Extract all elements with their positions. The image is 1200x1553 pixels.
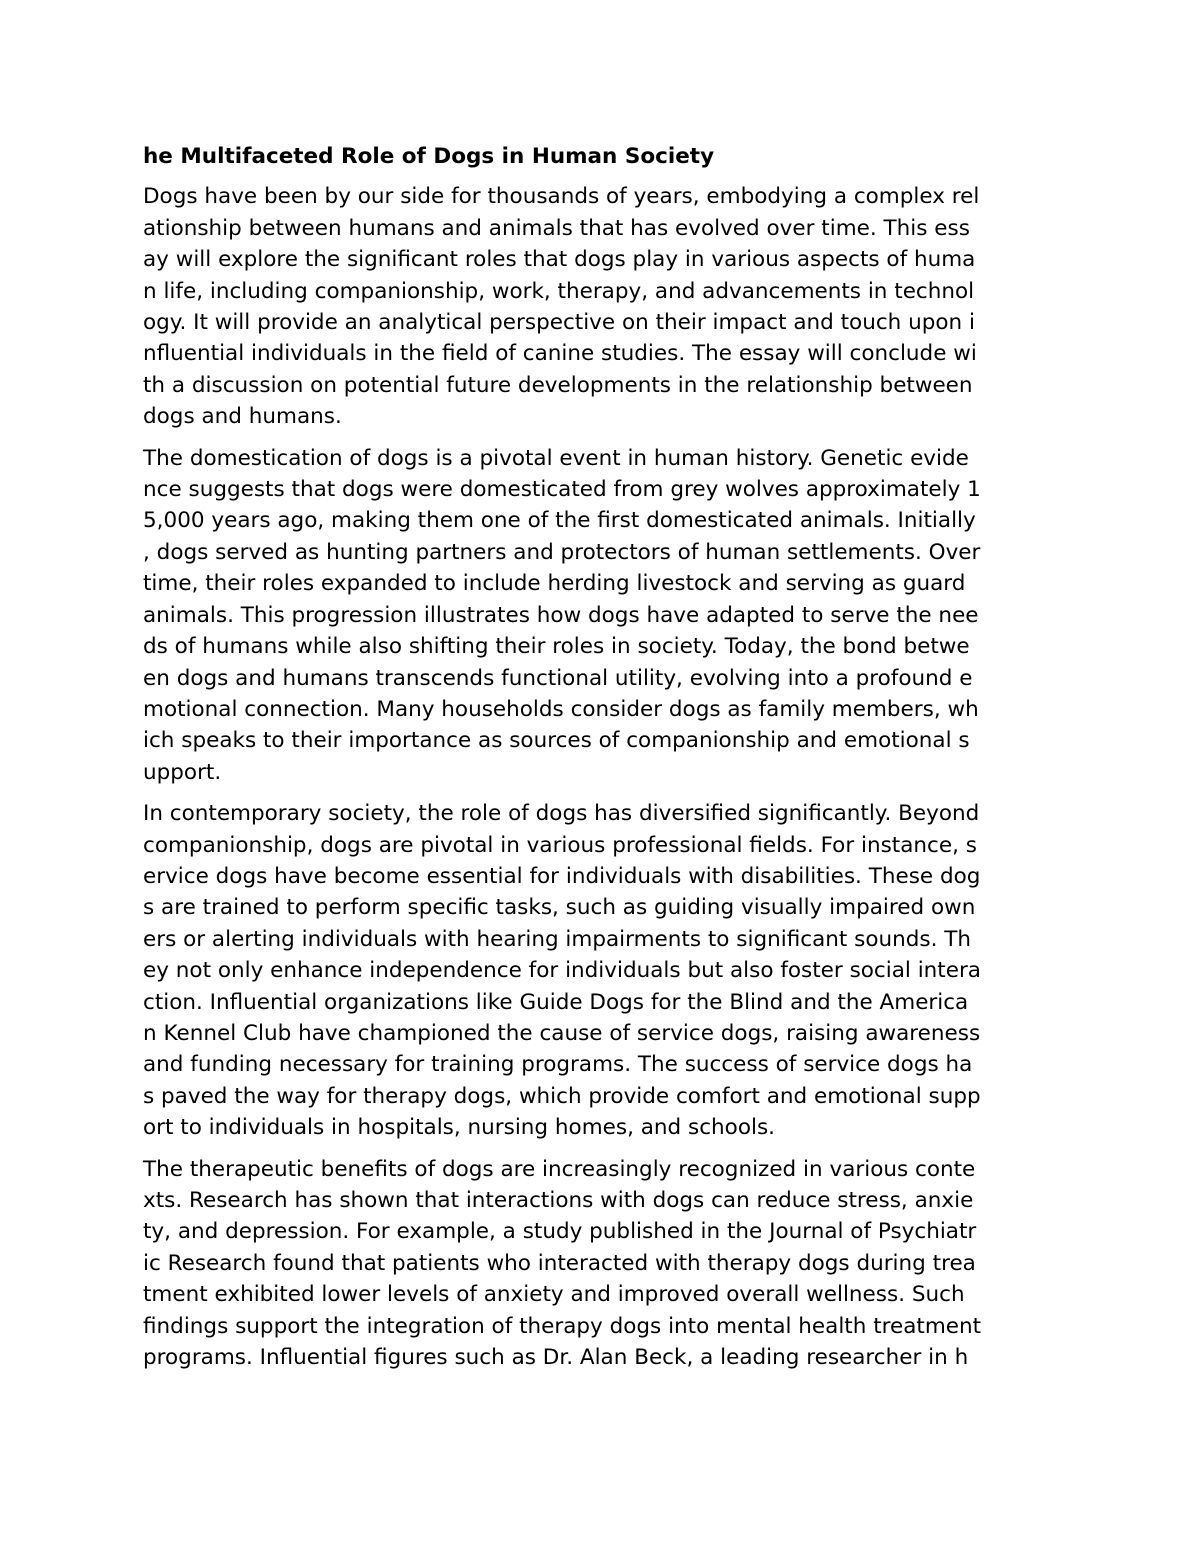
text-line: dogs and humans. bbox=[143, 404, 342, 430]
text-line: en dogs and humans transcends functional utility, evolving into a profound e bbox=[143, 665, 973, 691]
paragraph bbox=[143, 798, 1073, 1143]
text-line: ey not only enhance independence for individuals but also foster social intera bbox=[143, 958, 981, 984]
text-line: xts. Research has shown that interactions with dogs can reduce stress, anxie bbox=[143, 1188, 974, 1213]
text-line: ty, and depression. For example, a study published in the Journal of Psychiatr bbox=[143, 1219, 977, 1245]
text-line: s are trained to perform specific tasks, such as guiding visually impaired own bbox=[143, 895, 976, 921]
paragraph bbox=[143, 1154, 1073, 1374]
text-line: ogy. It will provide an analytical perspective on their impact and touch upon i bbox=[143, 310, 975, 336]
paragraph bbox=[143, 443, 1073, 788]
text-line: time, their roles expanded to include herding livestock and serving as guard bbox=[143, 571, 966, 597]
text-line: ervice dogs have become essential for individuals with disabilities. These dog bbox=[143, 863, 981, 889]
text-line: s paved the way for therapy dogs, which provide comfort and emotional supp bbox=[143, 1083, 981, 1109]
text-line: upport. bbox=[143, 759, 222, 785]
text-line: 5,000 years ago, making them one of the first domesticated animals. Initially bbox=[143, 508, 976, 534]
document-title: he Multifaceted Role of Dogs in Human Society bbox=[143, 144, 715, 169]
text-line: ic Research found that patients who interacted with therapy dogs during trea bbox=[143, 1250, 976, 1276]
text-line: In contemporary society, the role of dogs has diversified significantly. Beyond bbox=[143, 801, 980, 827]
text-line: tment exhibited lower levels of anxiety and improved overall wellness. Such bbox=[143, 1282, 965, 1308]
document-body bbox=[143, 141, 1073, 1383]
text-line: companionship, dogs are pivotal in various professional fields. For instance, s bbox=[143, 832, 977, 858]
text-line: n life, including companionship, work, therapy, and advancements in technol bbox=[143, 278, 975, 304]
text-line: ers or alerting individuals with hearing impairments to significant sounds. Th bbox=[143, 926, 972, 952]
text-line: motional connection. Many households consider dogs as family members, wh bbox=[143, 696, 979, 722]
text-line: , dogs served as hunting partners and protectors of human settlements. Over bbox=[143, 539, 981, 565]
paragraph bbox=[143, 181, 1073, 432]
text-line: nfluential individuals in the field of canine studies. The essay will conclude wi bbox=[143, 341, 977, 367]
text-line: nce suggests that dogs were domesticated from grey wolves approximately 1 bbox=[143, 477, 981, 503]
text-line: Dogs have been by our side for thousands of years, embodying a complex rel bbox=[143, 184, 980, 210]
text-line: ay will explore the significant roles that dogs play in various aspects of huma bbox=[143, 247, 976, 273]
text-line: and funding necessary for training programs. The success of service dogs ha bbox=[143, 1052, 973, 1078]
text-line: th a discussion on potential future developments in the relationship between bbox=[143, 372, 973, 398]
text-line: ction. Influential organizations like Guide Dogs for the Blind and the America bbox=[143, 989, 969, 1015]
text-line: ich speaks to their importance as sources of companionship and emotional s bbox=[143, 728, 970, 754]
paragraph-list bbox=[143, 181, 1073, 1373]
text-line: ationship between humans and animals that has evolved over time. This ess bbox=[143, 215, 970, 241]
text-line: ort to individuals in hospitals, nursing homes, and schools. bbox=[143, 1115, 775, 1141]
text-line: programs. Influential figures such as Dr. Alan Beck, a leading researcher in h bbox=[143, 1345, 969, 1371]
text-line: ds of humans while also shifting their roles in society. Today, the bond betwe bbox=[143, 634, 970, 660]
text-line: The domestication of dogs is a pivotal event in human history. Genetic evide bbox=[143, 445, 969, 471]
text-line: n Kennel Club have championed the cause of service dogs, raising awareness bbox=[143, 1020, 981, 1046]
text-line: animals. This progression illustrates how dogs have adapted to serve the nee bbox=[143, 602, 979, 628]
text-line: findings support the integration of therapy dogs into mental health treatment bbox=[143, 1313, 982, 1339]
text-line: The therapeutic benefits of dogs are increasingly recognized in various conte bbox=[143, 1156, 976, 1182]
